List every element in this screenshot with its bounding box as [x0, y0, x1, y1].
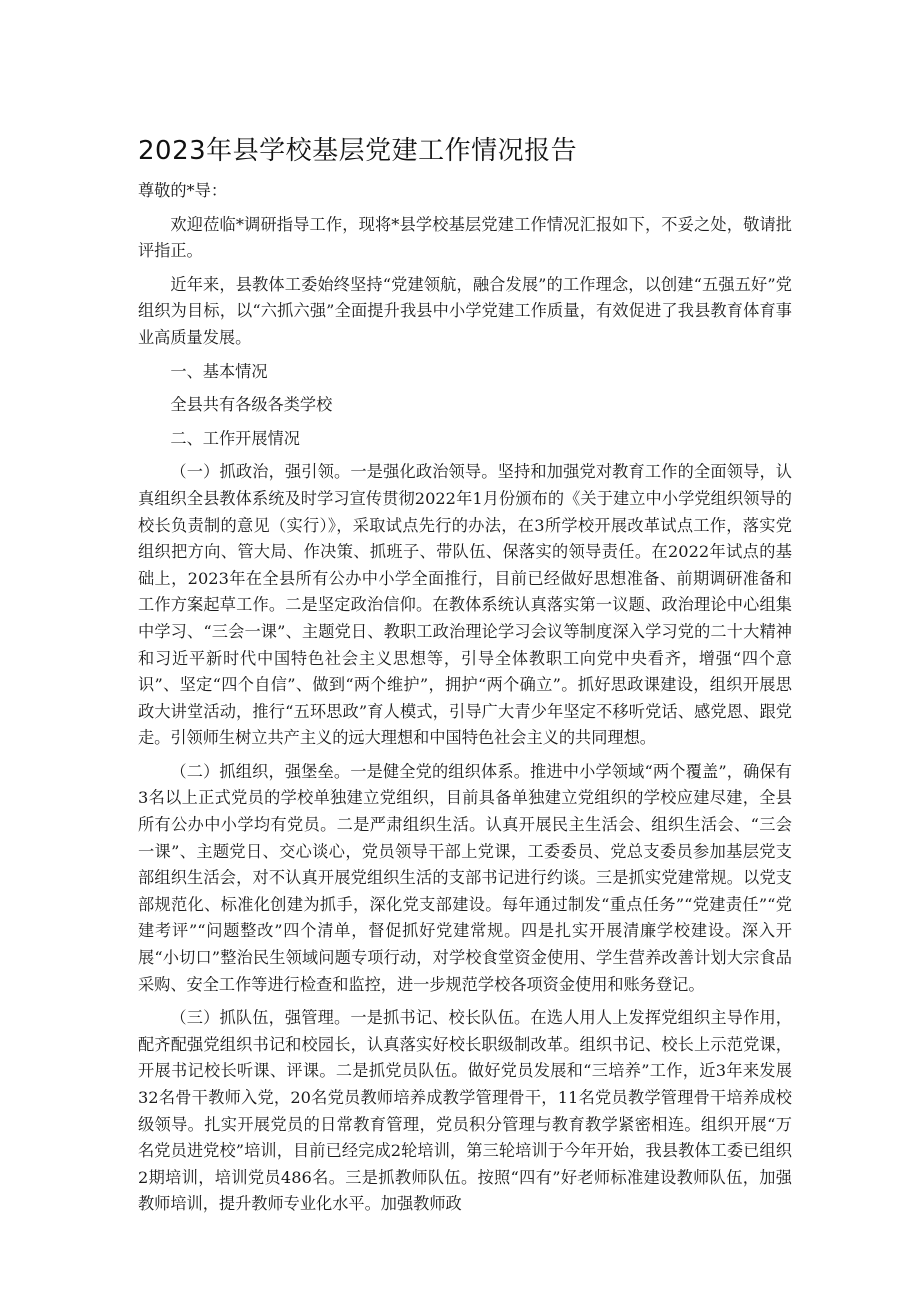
intro-paragraph: 近年来，县教体工委始终坚持“党建领航，融合发展”的工作理念，以创建“五强五好”党组织为目标，以“六抓六强”全面提升我县中小学党建工作质量，有效促进了我县教育体育事业高质量发展。 — [138, 274, 792, 347]
welcome-paragraph: 欢迎莅临*调研指导工作，现将*县学校基层党建工作情况汇报如下，不妥之处，敬请批评指正。 — [138, 214, 792, 261]
paragraph-team: （三）抓队伍，强管理。一是抓书记、校长队伍。在选人用人上发挥党组织主导作用，配齐配强党组织书记和校园长，认真落实好校长职级制改革。组织书记、校长上示范党课，开展书记校长听课、评课。二是抓党员队伍。做好党员发展和“三培养”工作，近3年来发展32名骨干教师入党，20名党员教师培养成教学管理骨干，11名党员教学管理骨干培养成校级领导。扎实开展党员的日常教育管理，党员积分管理与教育教学紧密相连。组织开展“万名党员进党校”培训，目前已经完成2轮培训，第三轮培训于今年开始，我县教体工委已组织2期培训，培训党员486名。三是抓教师队伍。按照“四有”好老师标准建设教师队伍，加强教师培训，提升教师专业化水平。加强教师政 — [138, 1008, 792, 1214]
greeting-line: 尊敬的*导： — [138, 181, 228, 200]
paragraph-politics: （一）抓政治，强引领。一是强化政治领导。坚持和加强党对教育工作的全面领导，认真组织全县教体系统及时学习宣传贯彻2022年1月份颁布的《关于建立中小学党组织领导的校长负责制的意见（实行）》，采取试点先行的办法，在3所学校开展改革试点工作，落实党组织把方向、管大局、作决策、抓班子、带队伍、保落实的领导责任。在2022年试点的基础上，2023年在全县所有公办中小学全面推行，目前已经做好思想准备、前期调研准备和工作方案起草工作。二是坚定政治信仰。在教体系统认真落实第一议题、政治理论中心组集中学习、“三会一课”、主题党日、教职工政治理论学习会议等制度深入学习党的二十大精神和习近平新时代中国特色社会主义思想等，引导全体教职工向党中央看齐，增强“四个意识”、坚定“四个自信”、做到“两个维护”，拥护“两个确立”。抓好思政课建设，组织开展思政大讲堂活动，推行“五环思政”育人模式，引导广大青少年坚定不移听党话、感党恩、跟党走。引领师生树立共产主义的远大理想和中国特色社会主义的共同理想。 — [138, 462, 792, 748]
section-heading-work: 二、工作开展情况 — [170, 428, 300, 448]
document-body — [138, 178, 792, 1225]
paragraph-organization: （二）抓组织，强堡垒。一是健全党的组织体系。推进中小学领域“两个覆盖”，确保有3名以上正式党员的学校单独建立党组织，目前具备单独建立党组织的学校应建尽建，全县所有公办中小学均有党员。二是严肃组织生活。认真开展民主生活会、组织生活会、“三会一课”、主题党日、交心谈心，党员领导干部上党课，工委委员、党总支委员参加基层党支部组织生活会，对不认真开展党组织生活的支部书记进行约谈。三是抓实党建常规。以党支部规范化、标准化创建为抓手，深化党支部建设。每年通过制发“重点任务”“党建责任”“党建考评”“问题整改”四个清单，督促抓好党建常规。四是扎实开展清廉学校建设。深入开展“小切口”整治民生领域问题专项行动，对学校食堂资金使用、学生营养改善计划大宗食品采购、安全工作等进行检查和监控，进一步规范学校各项资金使用和账务登记。 — [138, 761, 792, 994]
section-heading-basic: 一、基本情况 — [170, 361, 268, 381]
section-basic-body: 全县共有各级各类学校 — [170, 395, 333, 415]
document-title: 2023年县学校基层党建工作情况报告 — [138, 136, 578, 166]
